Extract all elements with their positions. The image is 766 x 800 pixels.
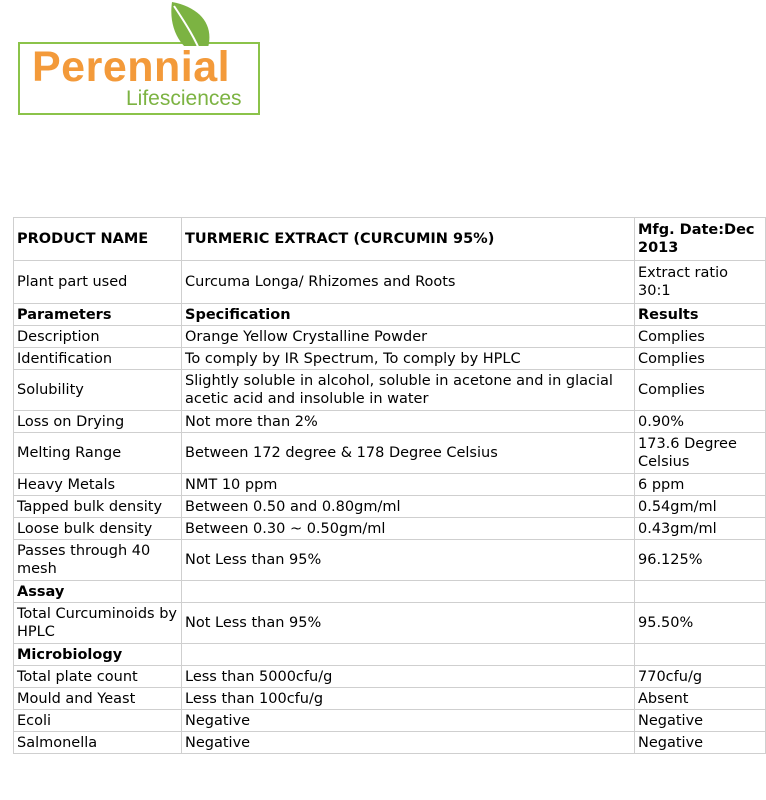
param-cell: Loose bulk density (14, 518, 182, 540)
microbiology-section-row (14, 644, 766, 666)
empty-cell (635, 581, 766, 603)
column-header-row (14, 304, 766, 326)
param-cell: Heavy Metals (14, 474, 182, 496)
result-cell: 173.6 Degree Celsius (635, 433, 766, 474)
spec-cell: Not Less than 95% (182, 540, 635, 581)
param-cell: Ecoli (14, 710, 182, 732)
table-row (14, 688, 766, 710)
assay-section-row (14, 581, 766, 603)
logo-brand-text: Perennial (32, 43, 231, 91)
result-cell: Complies (635, 348, 766, 370)
table-row (14, 474, 766, 496)
param-cell: Total plate count (14, 666, 182, 688)
table-row (14, 348, 766, 370)
param-cell: Melting Range (14, 433, 182, 474)
result-cell: 0.54gm/ml (635, 496, 766, 518)
product-name-label: PRODUCT NAME (14, 218, 182, 261)
spec-cell: Between 172 degree & 178 Degree Celsius (182, 433, 635, 474)
result-cell: Negative (635, 710, 766, 732)
company-logo (16, 0, 266, 120)
result-cell: 96.125% (635, 540, 766, 581)
table-row (14, 710, 766, 732)
result-cell: Absent (635, 688, 766, 710)
table-row (14, 540, 766, 581)
product-name-value: TURMERIC EXTRACT (CURCUMIN 95%) (182, 218, 635, 261)
extract-ratio: Extract ratio 30:1 (635, 261, 766, 304)
table-row (14, 496, 766, 518)
table-row (14, 603, 766, 644)
spec-cell: Between 0.50 and 0.80gm/ml (182, 496, 635, 518)
table-row (14, 411, 766, 433)
param-cell: Description (14, 326, 182, 348)
table-row (14, 518, 766, 540)
result-cell: 6 ppm (635, 474, 766, 496)
spec-cell: Less than 5000cfu/g (182, 666, 635, 688)
spec-cell: Between 0.30 ~ 0.50gm/ml (182, 518, 635, 540)
spec-cell: Negative (182, 710, 635, 732)
specification-table (13, 217, 766, 754)
plant-part-row (14, 261, 766, 304)
result-cell: 0.43gm/ml (635, 518, 766, 540)
result-cell: Negative (635, 732, 766, 754)
result-cell: Complies (635, 370, 766, 411)
spec-cell: Not more than 2% (182, 411, 635, 433)
parameters-header: Parameters (14, 304, 182, 326)
plant-part-value: Curcuma Longa/ Rhizomes and Roots (182, 261, 635, 304)
param-cell: Salmonella (14, 732, 182, 754)
param-cell: Tapped bulk density (14, 496, 182, 518)
result-cell: 95.50% (635, 603, 766, 644)
table-row (14, 370, 766, 411)
empty-cell (182, 644, 635, 666)
param-cell: Identification (14, 348, 182, 370)
param-cell: Solubility (14, 370, 182, 411)
header-row (14, 218, 766, 261)
spec-cell: Negative (182, 732, 635, 754)
logo-sub-text: Lifesciences (126, 87, 242, 110)
table-row (14, 433, 766, 474)
plant-part-label: Plant part used (14, 261, 182, 304)
result-cell: Complies (635, 326, 766, 348)
spec-cell: To comply by IR Spectrum, To comply by HPLC (182, 348, 635, 370)
empty-cell (182, 581, 635, 603)
spec-cell: Less than 100cfu/g (182, 688, 635, 710)
param-cell: Passes through 40 mesh (14, 540, 182, 581)
result-cell: 770cfu/g (635, 666, 766, 688)
spec-cell: NMT 10 ppm (182, 474, 635, 496)
empty-cell (635, 644, 766, 666)
spec-cell: Orange Yellow Crystalline Powder (182, 326, 635, 348)
param-cell: Mould and Yeast (14, 688, 182, 710)
table-row (14, 666, 766, 688)
specification-header: Specification (182, 304, 635, 326)
microbiology-title: Microbiology (14, 644, 182, 666)
param-cell: Loss on Drying (14, 411, 182, 433)
assay-title: Assay (14, 581, 182, 603)
spec-cell: Not Less than 95% (182, 603, 635, 644)
mfg-date: Mfg. Date:Dec 2013 (635, 218, 766, 261)
table-row (14, 326, 766, 348)
results-header: Results (635, 304, 766, 326)
table-row (14, 732, 766, 754)
spec-cell: Slightly soluble in alcohol, soluble in acetone and in glacial acetic acid and insoluble in water (182, 370, 635, 411)
result-cell: 0.90% (635, 411, 766, 433)
param-cell: Total Curcuminoids by HPLC (14, 603, 182, 644)
